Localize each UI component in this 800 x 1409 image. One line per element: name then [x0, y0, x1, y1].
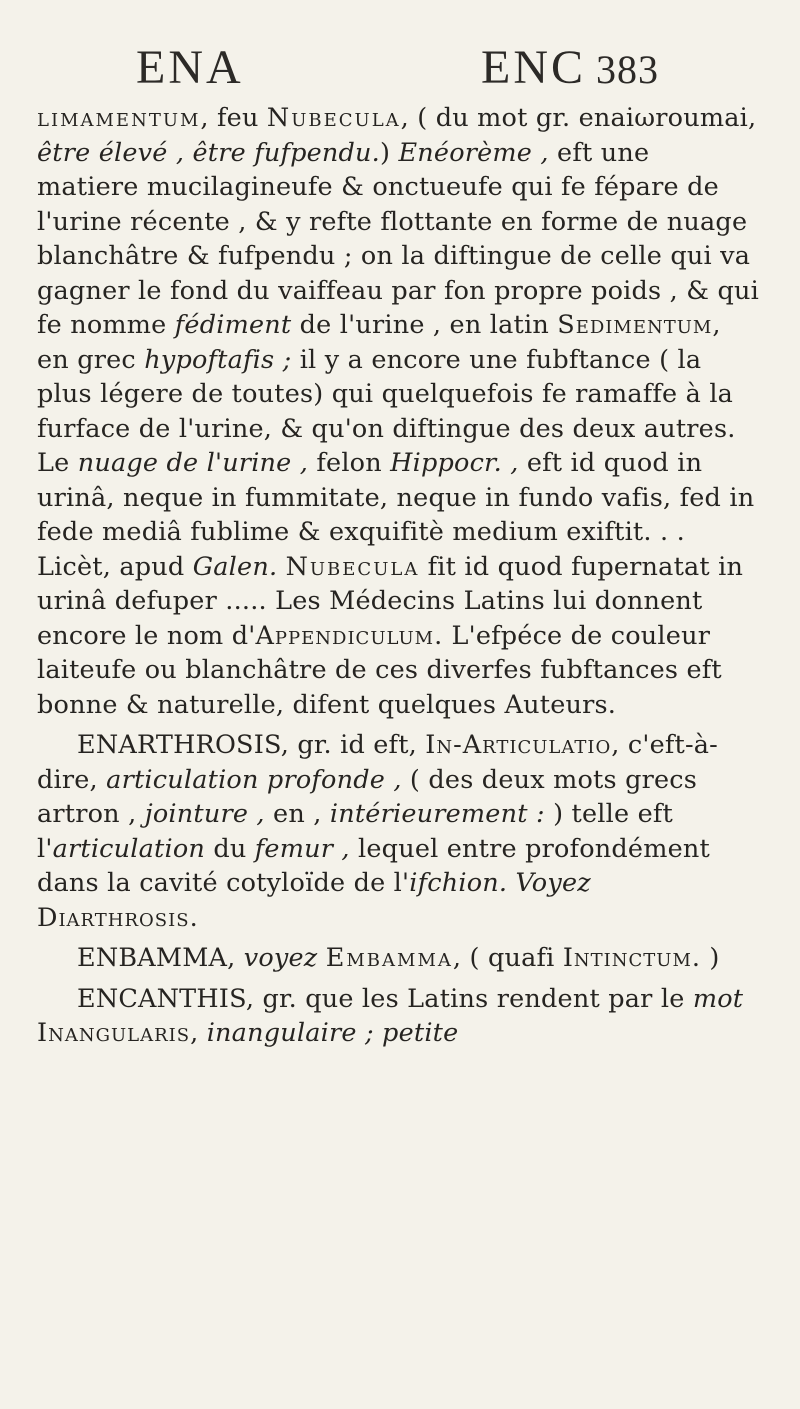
- page-number: 383: [596, 47, 659, 92]
- text-italic: Hippocr. ,: [390, 448, 519, 478]
- text-run: il y a encore une fubftance ( la plus légere de toutes) qui quelquefois fe ramaffe à la furface de l'urine, & qu'on diftingue des deux autres. Le: [37, 344, 736, 478]
- text-italic: Enéorème ,: [398, 137, 549, 168]
- text-italic: femur ,: [254, 833, 350, 864]
- text-italic: articulation: [52, 833, 206, 864]
- text-smallcaps: Inangularis: [37, 1018, 191, 1048]
- text-smallcaps: Appendiculum.: [255, 620, 444, 651]
- text-smallcaps: Nubecula: [266, 103, 401, 133]
- dictionary-entry-encanthis: [37, 982, 759, 1051]
- page-text: [37, 101, 759, 1051]
- text-run: , feu: [200, 103, 267, 133]
- text-run: , gr. que les Latins rendent par le: [245, 983, 693, 1014]
- text-italic: articulation profonde ,: [106, 764, 402, 795]
- text-run: felon: [308, 448, 391, 478]
- header-left-word: ENA: [136, 41, 244, 94]
- text-italic: intérieurement :: [329, 799, 545, 829]
- text-run: ): [701, 943, 720, 973]
- text-smallcaps: Embamma: [325, 943, 453, 973]
- text-smallcaps: In-Articulatio: [425, 730, 612, 760]
- text-run: , gr. id eft,: [280, 730, 426, 760]
- entry-headword: ENCANTHIS: [77, 983, 246, 1014]
- entry-headword: ENBAMMA: [77, 943, 228, 973]
- dictionary-entry-enbamma: [37, 941, 759, 976]
- text-run: de l'urine , en latin: [291, 310, 558, 340]
- text-smallcaps: Nubecula: [285, 551, 420, 582]
- text-italic: mot: [692, 983, 744, 1014]
- text-run: [507, 868, 515, 898]
- text-run: ): [380, 137, 399, 168]
- text-run: L'efpéce de couleur laiteufe ou blanchâtre de ces diverfes fubftances eft bonne & naturelle, difent quelques Auteurs.: [37, 620, 722, 720]
- entry-headword: ENARTHROSIS: [77, 730, 281, 760]
- dictionary-entry-enarthrosis: [37, 728, 759, 935]
- text-italic: ifchion.: [409, 868, 508, 898]
- text-run: eft une matiere mucilagineufe & onctueufe qui fe fépare de l'urine récente , & y refte flottante en forme de nuage blanchâtre & fufpendu ; on la diftingue de celle qui va gagner le fond du vaiffeau par fon propre poids , & qui fe nomme: [37, 137, 759, 340]
- text-italic: Voyez: [515, 868, 591, 898]
- text-italic: Galen.: [192, 551, 278, 582]
- running-header: [136, 40, 660, 96]
- text-italic: hypoftafis ;: [144, 344, 292, 375]
- text-run: , ( du mot gr. enaiωroumai,: [400, 103, 757, 133]
- text-smallcaps: limamentum: [37, 103, 201, 133]
- text-run: en ,: [264, 799, 330, 829]
- text-run: eft id quod in urinâ, neque in fummitate, neque in fundo vafis, fed in fede mediâ fublime & exquifitè medium exiftit. . . Licèt, apud: [37, 448, 755, 582]
- text-run: ( des deux mots grecs artron ,: [37, 764, 698, 829]
- text-italic: voyez: [243, 943, 318, 973]
- text-run: , c'eft-à-dire,: [37, 730, 718, 795]
- text-smallcaps: Intinctum.: [562, 943, 702, 973]
- header-right-word: ENC: [481, 41, 586, 94]
- text-run: du: [205, 833, 255, 864]
- text-run: ,: [227, 943, 244, 973]
- text-smallcaps: Diarthrosis.: [37, 902, 199, 933]
- text-italic: jointure ,: [144, 799, 265, 829]
- text-run: fit id quod fupernatat in urinâ defuper ..... Les Médecins Latins lui donnent encore le nom d': [37, 551, 744, 651]
- text-run: ) telle eft l': [37, 799, 673, 864]
- text-italic: être élevé , être fufpendu.: [37, 137, 380, 168]
- text-run: [317, 943, 325, 973]
- text-run: lequel entre profondément dans la cavité cotyloïde de l': [37, 833, 710, 898]
- text-run: , ( quafi: [452, 943, 563, 973]
- text-run: [277, 552, 285, 582]
- text-run: ,: [190, 1018, 207, 1048]
- text-run: , en grec: [37, 310, 721, 375]
- text-smallcaps: Sedimentum: [557, 310, 713, 340]
- paragraph-continuation: [37, 101, 759, 722]
- text-italic: fédiment: [174, 310, 292, 340]
- text-italic: nuage de l'urine ,: [77, 448, 309, 478]
- text-italic: inangulaire ; petite: [206, 1018, 459, 1048]
